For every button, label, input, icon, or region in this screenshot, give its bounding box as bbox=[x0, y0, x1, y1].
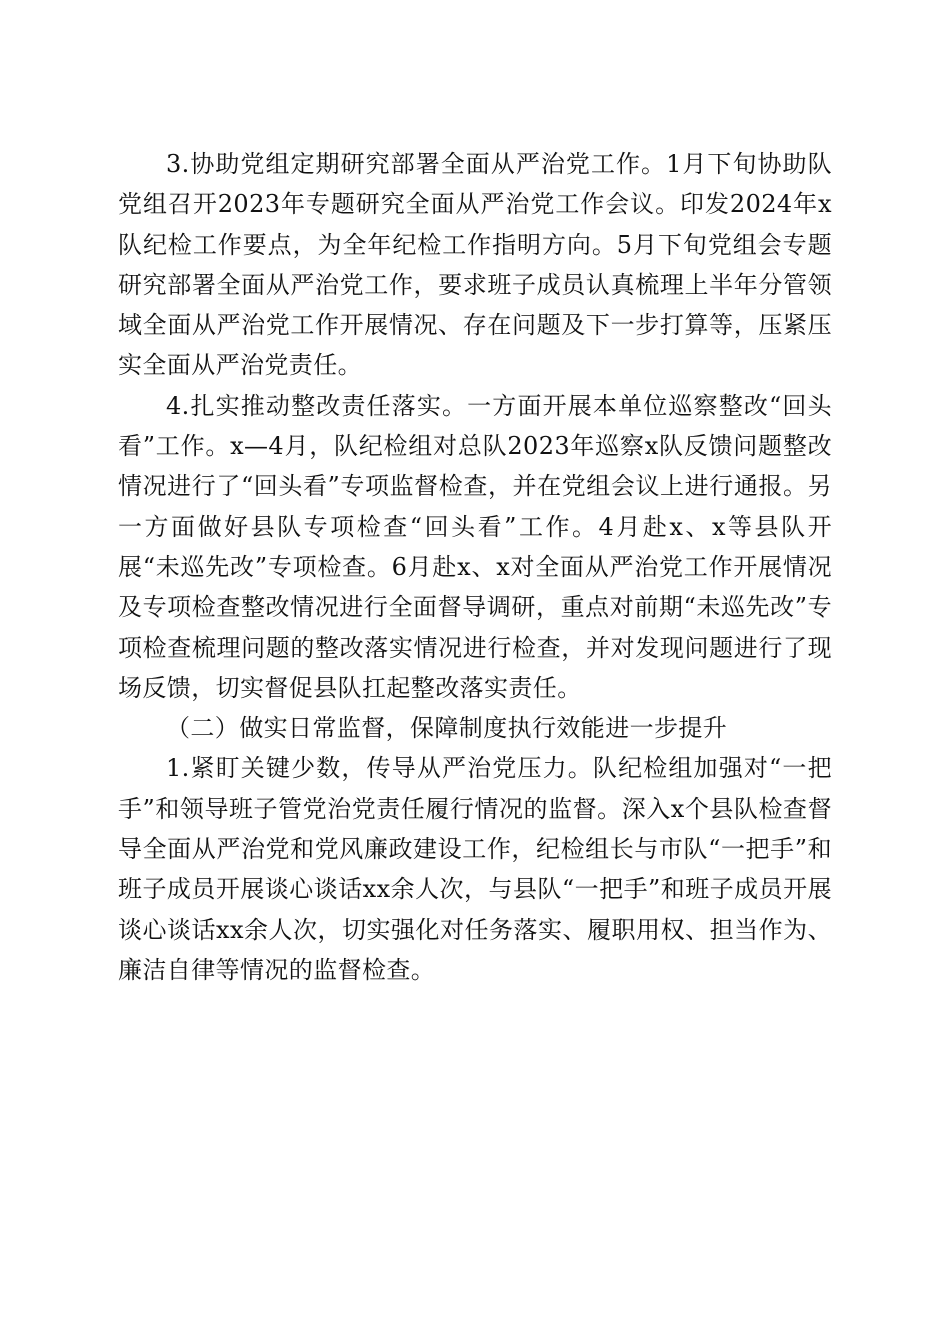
document-body bbox=[118, 144, 832, 990]
paragraph-item-1: 1.紧盯关键少数，传导从严治党压力。队纪检组加强对“一把手”和领导班子管党治党责任履行情况的监督。深入x个县队检查督导全面从严治党和党风廉政建设工作，纪检组长与市队“一把手”和班子成员开展谈心谈话xx余人次，与县队“一把手”和班子成员开展谈心谈话xx余人次，切实强化对任务落实、履职用权、担当作为、廉洁自律等情况的监督检查。 bbox=[118, 754, 832, 984]
section-heading: （二）做实日常监督，保障制度执行效能进一步提升 bbox=[166, 714, 728, 743]
paragraph-item-3: 3.协助党组定期研究部署全面从严治党工作。1月下旬协助队党组召开2023年专题研究全面从严治党工作会议。印发2024年x队纪检工作要点，为全年纪检工作指明方向。5月下旬党组会专题研究部署全面从严治党工作，要求班子成员认真梳理上半年分管领域全面从严治党工作开展情况、存在问题及下一步打算等，压紧压实全面从严治党责任。 bbox=[118, 150, 832, 380]
paragraph-item-4: 4.扎实推动整改责任落实。一方面开展本单位巡察整改“回头看”工作。x—4月，队纪检组对总队2023年巡察x队反馈问题整改情况进行了“回头看”专项监督检查，并在党组会议上进行通报。另一方面做好县队专项检查“回头看”工作。4月赴x、x等县队开展“未巡先改”专项检查。6月赴x、x对全面从严治党工作开展情况及专项检查整改情况进行全面督导调研，重点对前期“未巡先改”专项检查梳理问题的整改落实情况进行检查，并对发现问题进行了现场反馈，切实督促县队扛起整改落实责任。 bbox=[118, 391, 832, 702]
